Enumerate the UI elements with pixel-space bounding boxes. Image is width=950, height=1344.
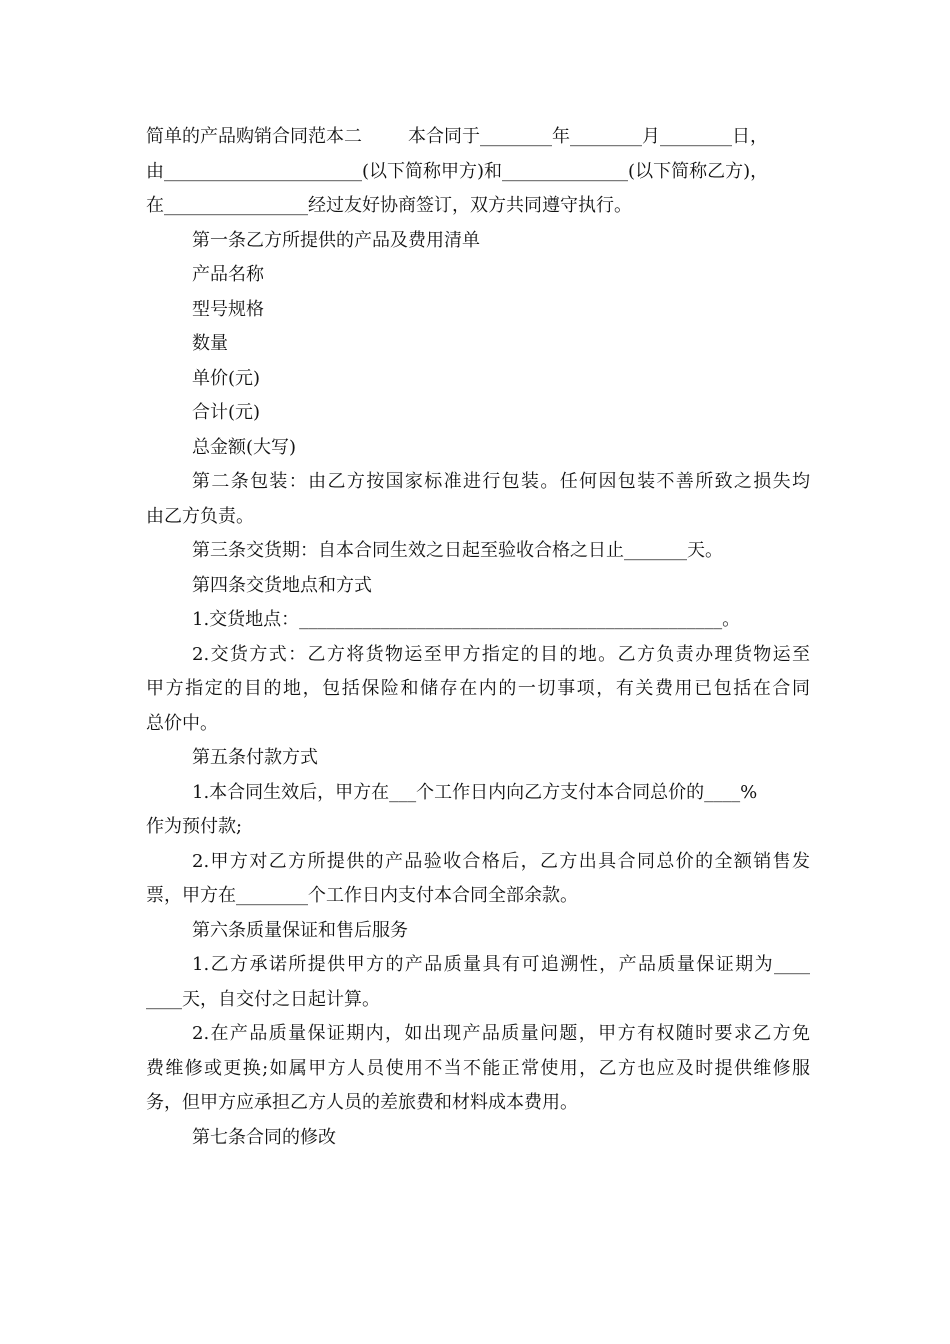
article6-item1-line-2: ____天，自交付之日起计算。 bbox=[146, 988, 380, 1010]
article6-item2-line-2: 费维修或更换;如属甲方人员使用不当不能正常使用，乙方也应及时提供维修服 bbox=[146, 1057, 810, 1079]
article2-line-2: 由乙方负责。 bbox=[146, 505, 254, 527]
article1-item-quantity: 数量 bbox=[192, 333, 228, 354]
document-title: 简单的产品购销合同范本二 bbox=[146, 126, 362, 147]
article4-item2-line-1: 2.交货方式：乙方将货物运至甲方指定的目的地。乙方负责办理货物运至 bbox=[192, 643, 810, 665]
intro-line-2: 由______________________(以下简称甲方)和______________(以下简称乙方)， bbox=[146, 160, 769, 182]
article2-line-1: 第二条包装：由乙方按国家标准进行包装。任何因包装不善所致之损失均 bbox=[192, 471, 810, 492]
article4-item2-line-3: 总价中。 bbox=[146, 712, 218, 734]
article1-item-subtotal: 合计(元) bbox=[192, 402, 261, 423]
article1-item-model: 型号规格 bbox=[192, 298, 264, 320]
article4-item2-line-2: 甲方指定的目的地，包括保险和储存在内的一切事项，有关费用已包括在合同 bbox=[146, 678, 810, 699]
intro-line-1: 本合同于________年________月________日， bbox=[408, 126, 768, 147]
article5-item2-line-1: 2.甲方对乙方所提供的产品验收合格后，乙方出具合同总价的全额销售发 bbox=[192, 850, 810, 872]
article6-item2-line-1: 2.在产品质量保证期内，如出现产品质量问题，甲方有权随时要求乙方免 bbox=[192, 1023, 810, 1044]
article7-heading: 第七条合同的修改 bbox=[192, 1126, 336, 1148]
article4-heading: 第四条交货地点和方式 bbox=[192, 574, 372, 596]
article5-item2-line-2: 票，甲方在________个工作日内支付本合同全部余款。 bbox=[146, 885, 578, 906]
article6-item2-line-3: 务，但甲方应承担乙方人员的差旅费和材料成本费用。 bbox=[146, 1092, 578, 1113]
article6-heading: 第六条质量保证和售后服务 bbox=[192, 919, 408, 941]
intro-line-3: 在________________经过友好协商签订，双方共同遵守执行。 bbox=[146, 195, 632, 216]
title-intro-line bbox=[146, 120, 810, 155]
article4-item1: 1.交货地点：_______________________________________________。 bbox=[192, 609, 741, 630]
contract-body bbox=[146, 120, 810, 1155]
article5-heading: 第五条付款方式 bbox=[192, 747, 318, 768]
article3-line-1: 第三条交货期：自本合同生效之日起至验收合格之日止_______天。 bbox=[192, 540, 723, 561]
article5-item1-line-1: 1.本合同生效后，甲方在___个工作日内向乙方支付本合同总价的____% bbox=[192, 781, 758, 803]
article1-heading: 第一条乙方所提供的产品及费用清单 bbox=[192, 229, 480, 251]
article1-item-total-amount: 总金额(大写) bbox=[192, 436, 297, 458]
article1-item-product-name: 产品名称 bbox=[192, 264, 264, 285]
article6-item1-line-1: 1.乙方承诺所提供甲方的产品质量具有可追溯性，产品质量保证期为____ bbox=[192, 954, 810, 975]
article5-item1-line-2: 作为预付款; bbox=[146, 816, 243, 837]
article1-item-unit-price: 单价(元) bbox=[192, 367, 261, 389]
